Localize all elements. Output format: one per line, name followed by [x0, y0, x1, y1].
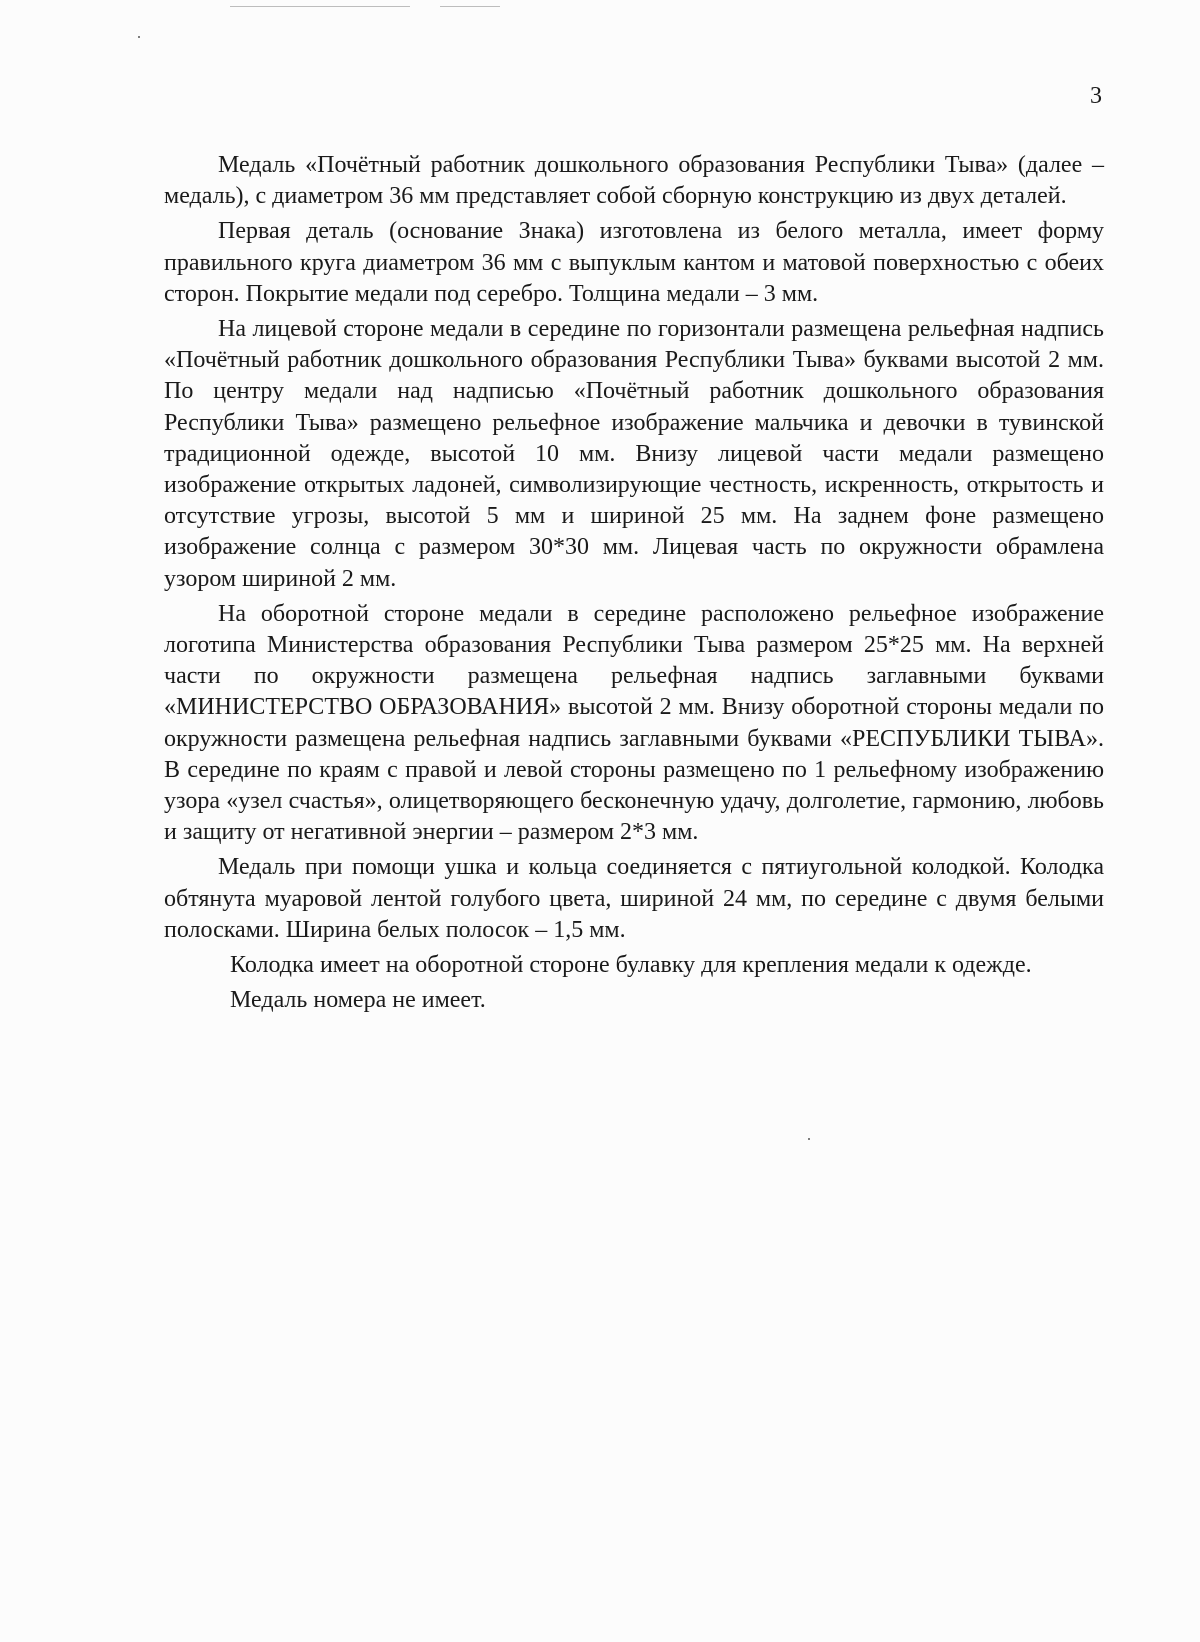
paragraph-first-part: Первая деталь (основание Знака) изготовлена из белого металла, имеет форму правильного круга диаметром 36 мм с выпуклым кантом и матовой поверхностью с обеих сторон. Покрытие медали под серебро. Толщина медали – 3 мм.: [164, 218, 1104, 307]
paragraph-ribbon-block: Медаль при помощи ушка и кольца соединяется с пятиугольной колодкой. Колодка обтянута муаровой лентой голубого цвета, шириной 24 мм, по середине с двумя белыми полосками. Ширина белых полосок – 1,5 мм.: [164, 854, 1104, 943]
paragraph-pin: Колодка имеет на оборотной стороне булавку для крепления медали к одежде.: [230, 952, 1032, 979]
scan-artifact-dot: [808, 1138, 810, 1140]
scan-artifact-line: [230, 6, 410, 7]
paragraph-front-side: На лицевой стороне медали в середине по горизонтали размещена рельефная надпись «Почётный работник дошкольного образования Республики Тыва» буквами высотой 2 мм. По центру медали над надписью «Почётный работник дошкольного образования Республики Тыва» размещено рельефное изображение мальчика и девочки в тувинской традиционной одежде, высотой 10 мм. Внизу лицевой части медали размещено изображение открытых ладоней, символизирующие честность, искренность, открытость и отсутствие угрозы, высотой 5 мм и шириной 25 мм. На заднем фоне размещено изображение солнца с размером 30*30 мм. Лицевая часть по окружности обрамлена узором шириной 2 мм.: [164, 316, 1104, 592]
scan-artifact-line: [440, 6, 500, 7]
document-body: [164, 150, 1104, 1020]
paragraph-medal-intro: Медаль «Почётный работник дошкольного образования Республики Тыва» (далее – медаль), с диаметром 36 мм представляет собой сборную конструкцию из двух деталей.: [164, 152, 1104, 210]
scan-artifact-dot: [138, 36, 140, 38]
paragraph-no-number: Медаль номера не имеет.: [230, 987, 486, 1014]
page-number: 3: [1090, 83, 1102, 109]
paragraph-back-side: На оборотной стороне медали в середине расположено рельефное изображение логотипа Министерства образования Республики Тыва размером 25*25 мм. На верхней части по окружности размещена рельефная надпись заглавными буквами «МИНИСТЕРСТВО ОБРАЗОВАНИЯ» высотой 2 мм. Внизу оборотной стороны медали по окружности размещена рельефная надпись заглавными буквами «РЕСПУБЛИКИ ТЫВА». В середине по краям с правой и левой стороны размещено по 1 рельефному изображению узора «узел счастья», олицетворяющего бесконечную удачу, долголетие, гармонию, любовь и защиту от негативной энергии – размером 2*3 мм.: [164, 600, 1104, 846]
